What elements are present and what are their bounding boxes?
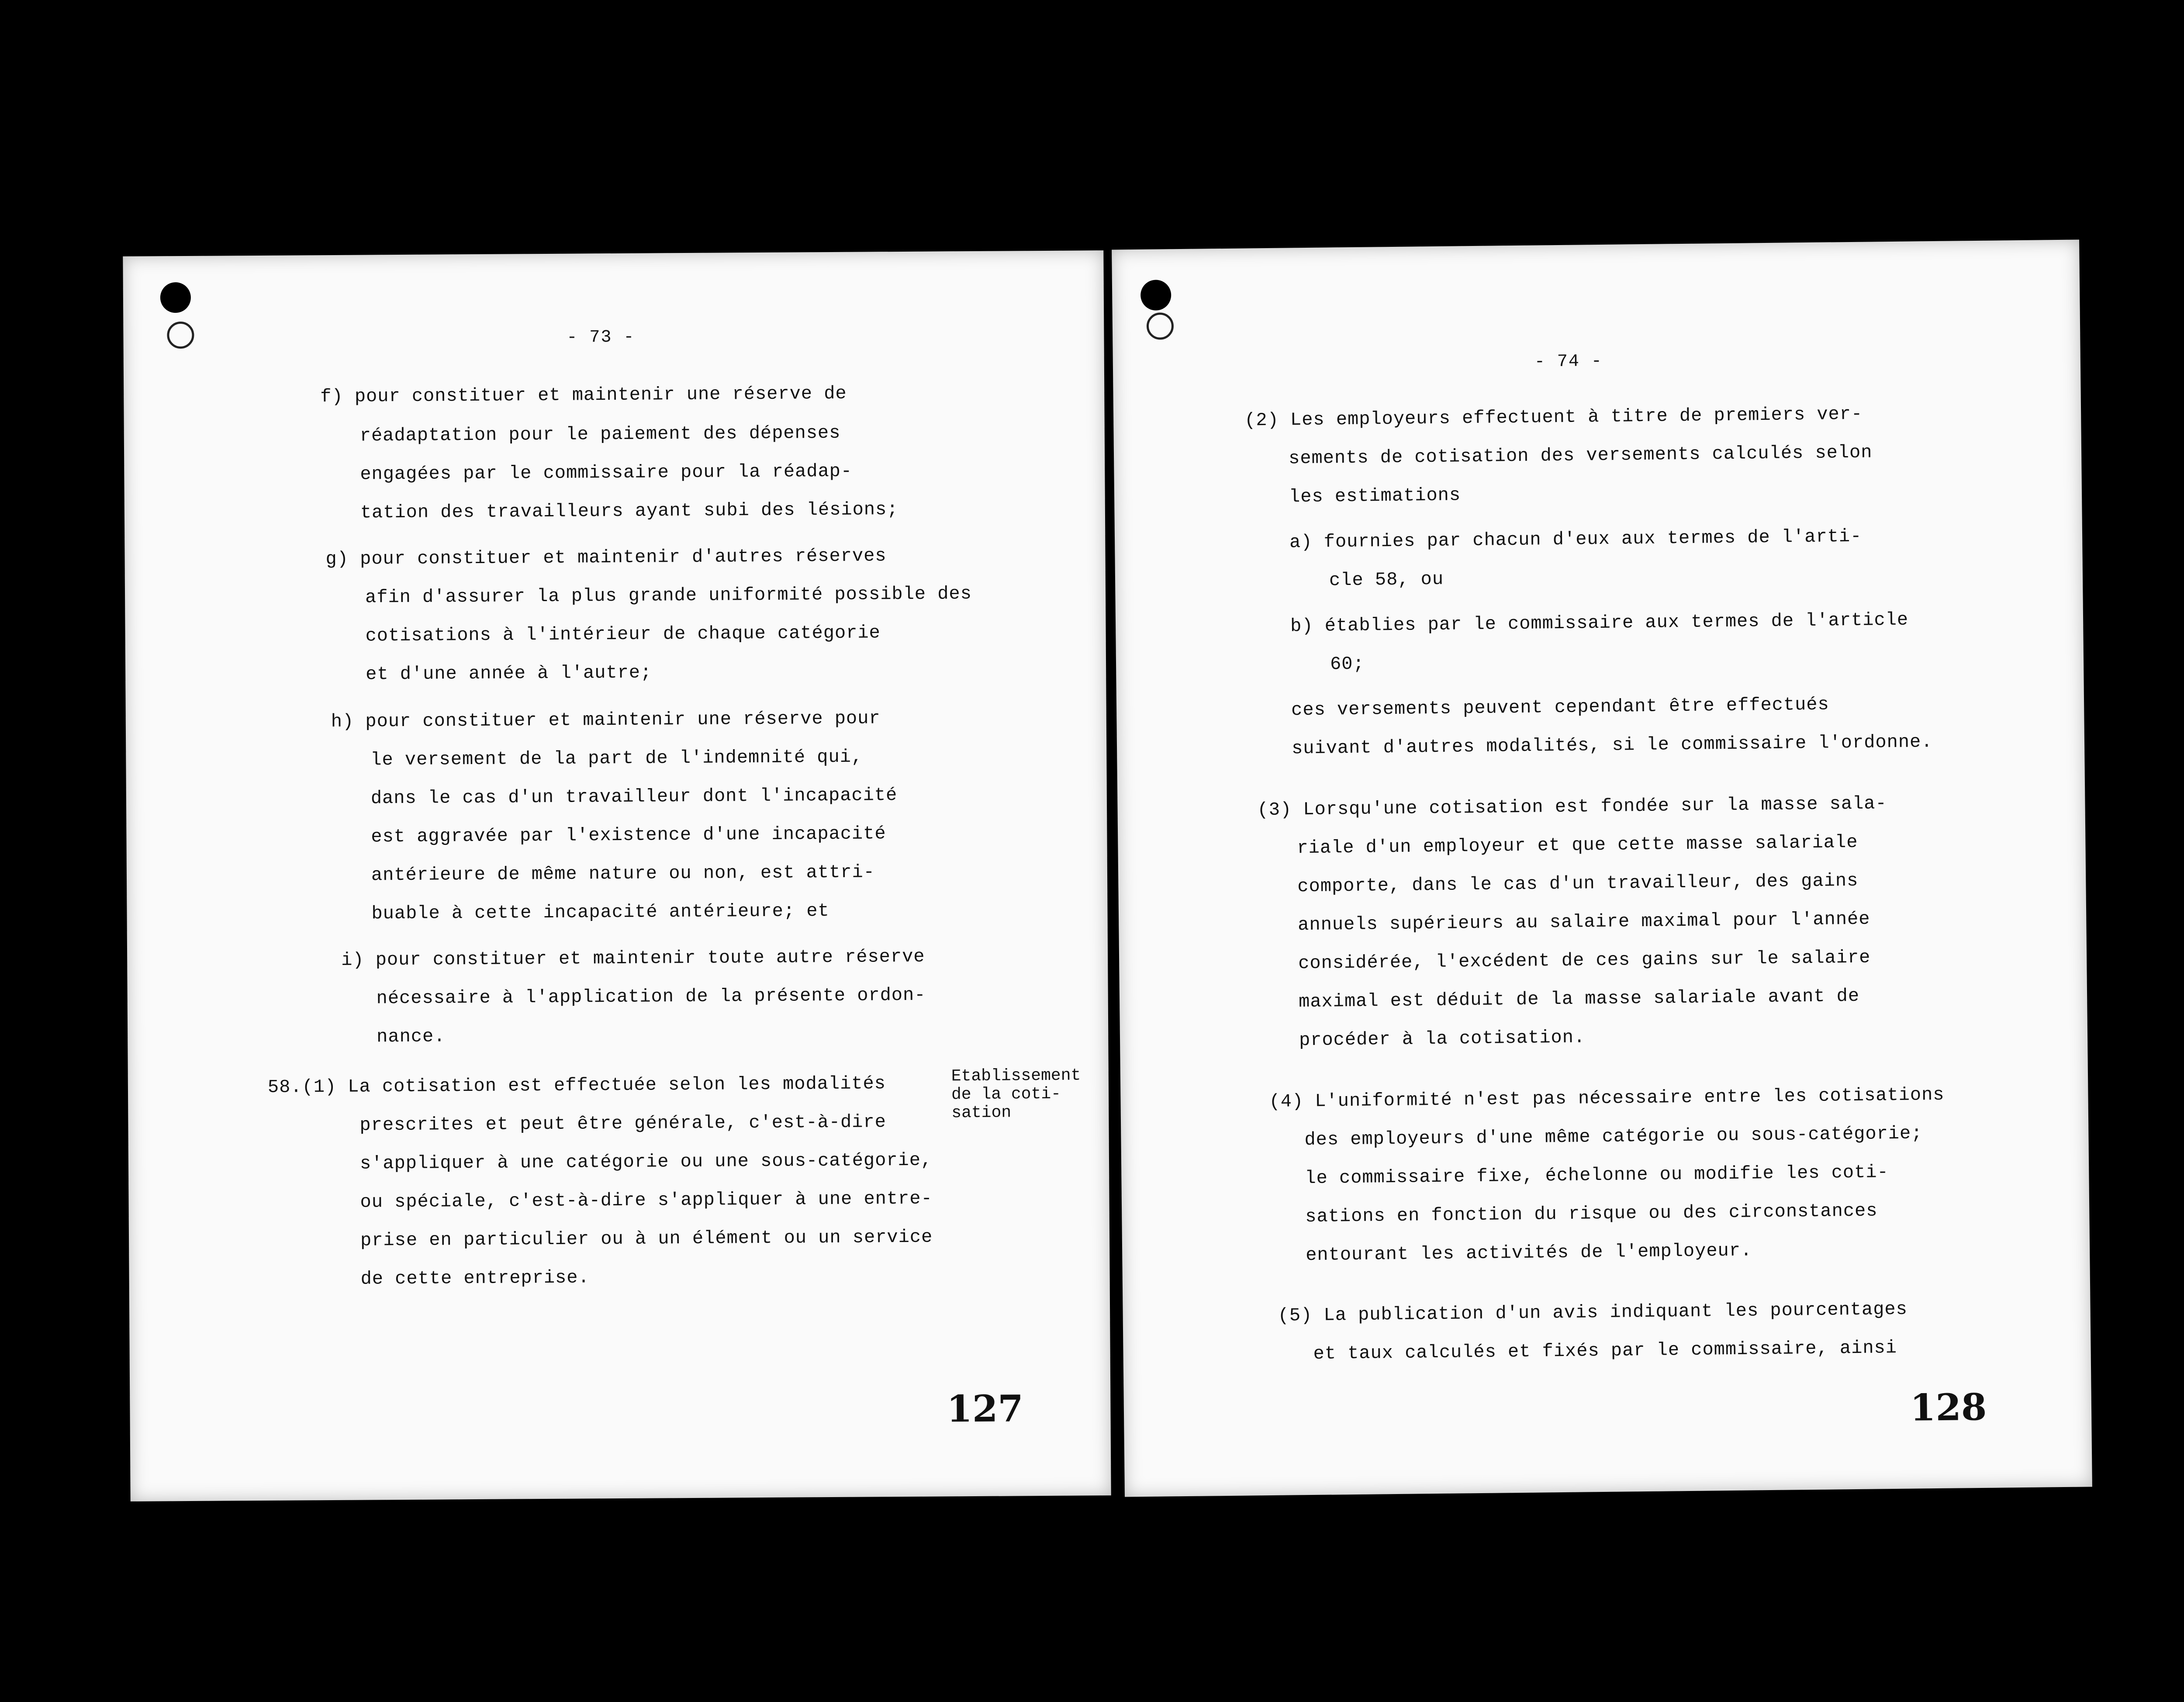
page-number: - 73 - (567, 327, 635, 348)
text-line: cle 58, ou (1329, 568, 1444, 591)
text-line: cotisations à l'intérieur de chaque catégorie (365, 622, 881, 647)
page-number: - 74 - (1534, 351, 1603, 372)
stamp-number: 127 (947, 1387, 1024, 1431)
text-line: sements de cotisation des versements calculés selon (1288, 442, 1873, 469)
text-line: nécessaire à l'application de la présente ordon- (376, 984, 926, 1009)
text-line: les estimations (1289, 484, 1461, 508)
text-line: le commissaire fixe, échelonne ou modifie les coti- (1305, 1162, 1889, 1189)
text-line: considérée, l'excédent de ces gains sur le salaire (1298, 947, 1871, 974)
text-line: i) pour constituer et maintenir toute autre réserve (341, 946, 925, 971)
text-line: et taux calculés et fixés par le commissaire, ainsi (1313, 1337, 1897, 1364)
text-line: maximal est déduit de la masse salariale avant de (1298, 985, 1860, 1013)
text-line: sations en fonction du risque ou des circonstances (1305, 1200, 1878, 1228)
punch-hole-ring (1147, 312, 1174, 340)
text-line: ou spéciale, c'est-à-dire s'appliquer à une entre- (360, 1188, 933, 1213)
text-line: h) pour constituer et maintenir une réserve pour (331, 708, 881, 732)
text-line: afin d'assurer la plus grande uniformité possible des (365, 583, 972, 608)
text-line: procéder à la cotisation. (1299, 1027, 1586, 1051)
text-line: prise en particulier ou à un élément ou un service (360, 1226, 933, 1251)
text-line: s'appliquer à une catégorie ou une sous-catégorie, (359, 1149, 933, 1174)
text-line: (5) La publication d'un avis indiquant les pourcentages (1278, 1298, 1908, 1326)
marginal-note-line: de la coti- (951, 1084, 1061, 1104)
text-line: (3) Lorsqu'une cotisation est fondée sur la masse sala- (1257, 793, 1887, 821)
text-line: buable à cette incapacité antérieure; et (371, 900, 829, 924)
text-line: le versement de la part de l'indemnité qui, (370, 746, 863, 771)
text-line: 60; (1330, 653, 1365, 675)
text-line: réadaptation pour le paiement des dépenses (359, 422, 841, 446)
text-line: a) fournies par chacun d'eux aux termes de l'arti- (1289, 526, 1862, 553)
text-line: (2) Les employeurs effectuent à titre de premiers ver- (1244, 403, 1863, 431)
text-line: 58.(1) La cotisation est effectuée selon les modalités (267, 1073, 886, 1098)
text-line: est aggravée par l'existence d'une incapacité (371, 823, 886, 848)
text-line: f) pour constituer et maintenir une réserve de (320, 383, 847, 408)
text-line: annuels supérieurs au salaire maximal pour l'année (1298, 908, 1870, 936)
text-line: prescrites et peut être générale, c'est-à-dire (359, 1111, 886, 1136)
text-line: suivant d'autres modalités, si le commissaire l'ordonne. (1291, 731, 1933, 759)
text-line: g) pour constituer et maintenir d'autres réserves (325, 545, 887, 570)
text-line: et d'une année à l'autre; (366, 662, 652, 685)
punch-hole-filled (1140, 280, 1171, 311)
text-line: des employeurs d'une même catégorie ou sous-catégorie; (1304, 1123, 1923, 1151)
right-page (1112, 239, 2092, 1497)
text-line: antérieure de même nature ou non, est attri- (371, 861, 875, 886)
text-line: riale d'un employeur et que cette masse salariale (1297, 831, 1858, 859)
text-line: tation des travailleurs ayant subi des lésions; (360, 499, 898, 523)
text-line: b) établies par le commissaire aux termes de l'article (1290, 609, 1909, 637)
marginal-note-line: sation (951, 1103, 1012, 1123)
text-line: comporte, dans le cas d'un travailleur, des gains (1297, 870, 1859, 897)
punch-hole-filled (160, 282, 191, 313)
marginal-note (951, 1067, 1081, 1123)
marginal-note-line: Etablissement (951, 1066, 1081, 1086)
text-line: de cette entreprise. (360, 1267, 590, 1290)
text-line: ces versements peuvent cependant être effectués (1291, 694, 1829, 721)
text-line: (4) L'uniformité n'est pas nécessaire entre les cotisations (1269, 1084, 1945, 1113)
text-line: engagées par le commissaire pour la réadap- (360, 460, 853, 485)
text-line: dans le cas d'un travailleur dont l'incapacité (370, 785, 898, 809)
left-page (123, 250, 1111, 1501)
stamp-number: 128 (1910, 1385, 1987, 1429)
punch-hole-ring (167, 322, 194, 349)
text-line: nance. (377, 1026, 446, 1048)
text-line: entourant les activités de l'employeur. (1305, 1240, 1752, 1266)
